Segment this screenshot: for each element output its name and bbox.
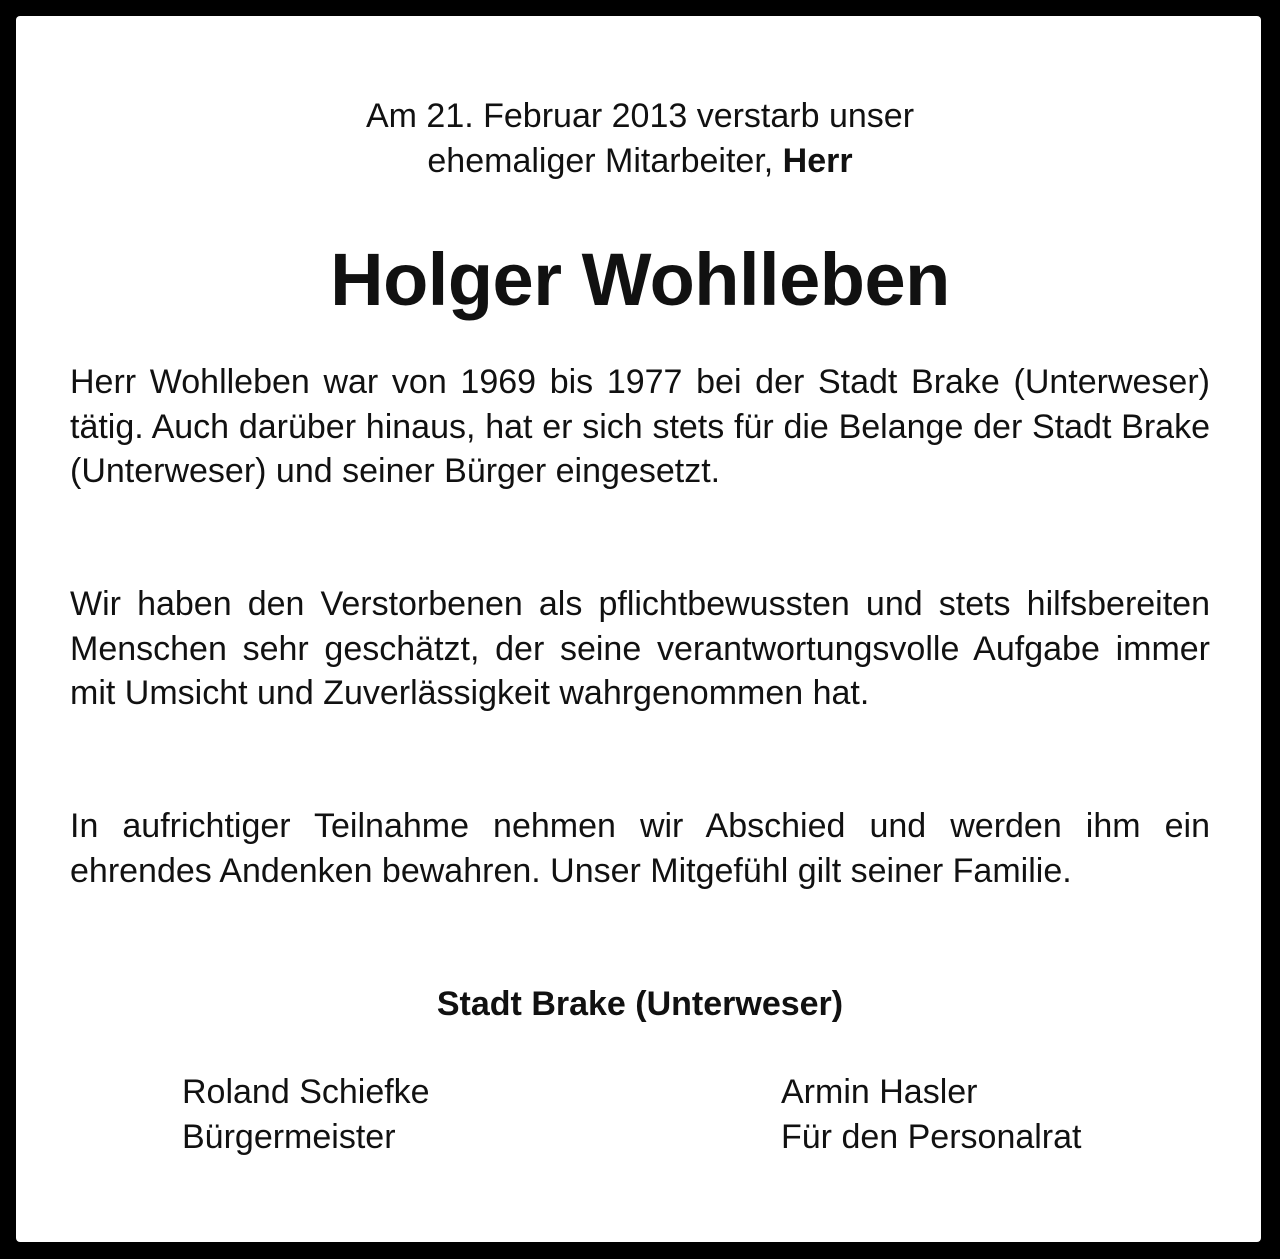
signer-mayor: [182, 1070, 430, 1160]
signer-name: Roland Schiefke: [182, 1073, 430, 1111]
deceased-name: Holger Wohlleben: [330, 238, 950, 321]
intro-line-2-text: ehemaliger Mitarbeiter,: [427, 142, 783, 180]
paragraph-condolence: In aufrichtiger Teilnahme nehmen wir Abschied und werden ihm ein ehrendes Andenken bewahren. Unser Mitgefühl gilt seiner Familie.: [70, 807, 1210, 890]
intro-title-word: Herr: [782, 142, 853, 180]
intro-line-2: [0, 139, 1280, 184]
organization-name: Stadt Brake (Unterweser): [436, 985, 844, 1023]
signer-staff-council: [781, 1070, 1082, 1160]
signer-name: Armin Hasler: [781, 1073, 978, 1111]
paragraph-appreciation: Wir haben den Verstorbenen als pflichtbewussten und stets hilfsbereiten Menschen sehr geschätzt, der seine verantwortungsvolle Aufgabe immer mit Umsicht und Zuverlässigkeit wahrgenommen hat.: [70, 585, 1210, 712]
intro-line-1: Am 21. Februar 2013 verstarb unser: [365, 97, 915, 135]
signer-role: Für den Personalrat: [781, 1118, 1082, 1156]
signer-role: Bürgermeister: [182, 1118, 396, 1156]
paragraph-career: Herr Wohlleben war von 1969 bis 1977 bei der Stadt Brake (Unterweser) tätig. Auch darüber hinaus, hat er sich stets für die Belange der Stadt Brake (Unterweser) und seiner Bürger eingesetzt.: [70, 363, 1210, 490]
intro-text: [0, 94, 1280, 184]
